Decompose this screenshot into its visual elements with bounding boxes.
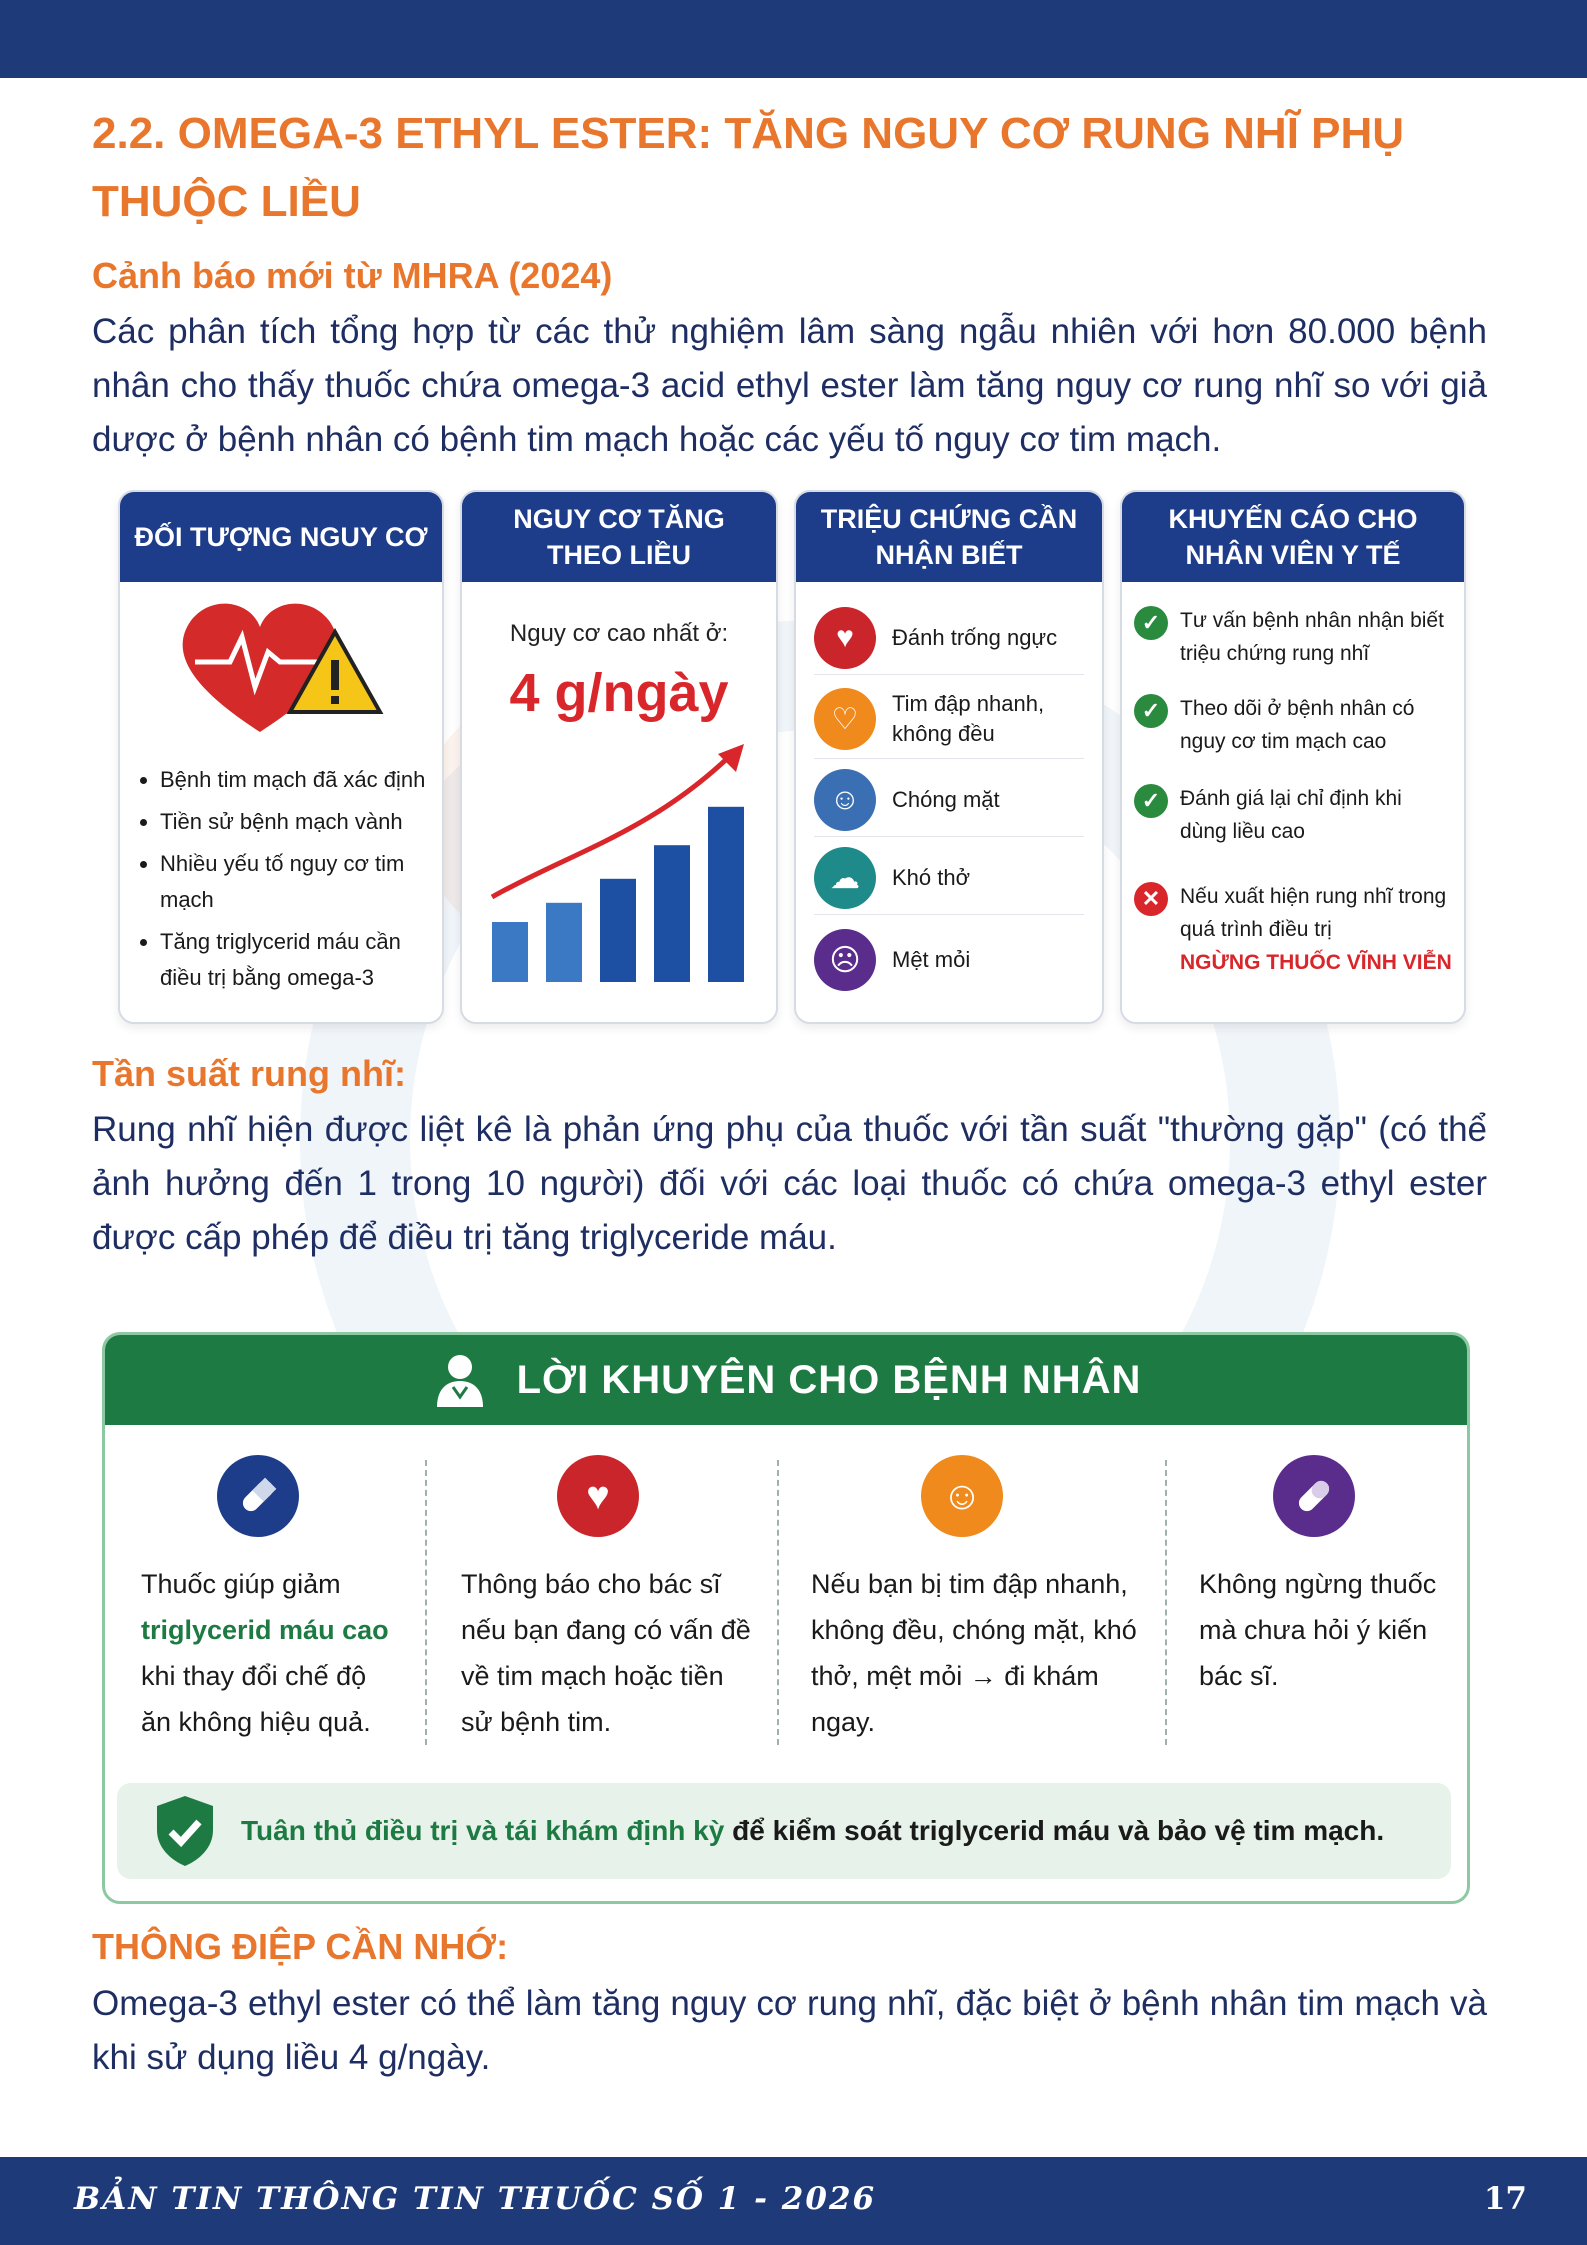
heartbeat-icon: ♥ bbox=[557, 1455, 639, 1537]
cross-icon: ✕ bbox=[1134, 882, 1168, 916]
dose-card bbox=[460, 490, 778, 1024]
symptom-label: Mệt mỏi bbox=[892, 947, 971, 972]
advice-text bbox=[141, 1561, 401, 1745]
advice-text: Không ngừng thuốc mà chưa hỏi ý kiến bác sĩ. bbox=[1199, 1569, 1437, 1691]
risk-card bbox=[118, 490, 444, 1024]
dose-value: 4 g/ngày bbox=[509, 663, 729, 723]
breathing-icon: ☁ bbox=[814, 847, 876, 909]
warning-text: Các phân tích tổng hợp từ các thử nghiệm lâm sàng ngẫu nhiên với hơn 80.000 bệnh nhân cho thấy thuốc chứa omega-3 acid ethyl ester làm tăng nguy cơ rung nhĩ so với giả dược ở bệnh nhân có bệnh tim mạch hoặc các yếu tố nguy cơ tim mạch. bbox=[92, 312, 1487, 459]
check-icon: ✓ bbox=[1134, 606, 1168, 640]
advice-text-part: khi thay đổi chế độ ăn không hiệu quả. bbox=[141, 1661, 371, 1737]
heartbeat-icon: ♥ bbox=[814, 607, 876, 669]
risk-item: • Tiền sử bệnh mạch vành bbox=[160, 804, 442, 840]
frequency-heading: Tần suất rung nhĩ: bbox=[92, 1053, 406, 1094]
symptom-item bbox=[814, 842, 1084, 915]
risk-item: • Bệnh tim mạch đã xác định bbox=[160, 762, 442, 798]
recommend-card bbox=[1120, 490, 1466, 1024]
dose-bar bbox=[600, 879, 636, 982]
dose-card-title: NGUY CƠ TĂNG THEO LIỀU bbox=[462, 492, 776, 582]
advice-header bbox=[105, 1335, 1467, 1425]
dizzy-person-icon: ☺ bbox=[814, 769, 876, 831]
footer-title: BẢN TIN THÔNG TIN THUỐC SỐ 1 - 2026 bbox=[74, 2181, 877, 2217]
page-number: 17 bbox=[1483, 2181, 1527, 2217]
symptom-label: Đánh trống ngực bbox=[892, 625, 1058, 650]
advice-highlight: triglycerid máu cao bbox=[141, 1615, 389, 1645]
message-heading: THÔNG ĐIỆP CẦN NHỚ: bbox=[92, 1926, 509, 1967]
dose-bar bbox=[546, 903, 582, 982]
advice-footer-highlight: Tuân thủ điều trị và tái khám định kỳ bbox=[241, 1815, 725, 1846]
top-banner bbox=[0, 0, 1587, 78]
dose-bar bbox=[654, 845, 690, 982]
column-divider bbox=[1165, 1460, 1167, 1745]
advice-item bbox=[1199, 1455, 1449, 1740]
check-icon: ✓ bbox=[1134, 694, 1168, 728]
symptom-label: Tim đập nhanh, không đều bbox=[892, 691, 1045, 746]
advice-footer-text bbox=[241, 1815, 1384, 1847]
recommend-text bbox=[1180, 880, 1454, 979]
symptom-label: Khó thở bbox=[892, 865, 971, 890]
recommend-card-title: KHUYẾN CÁO CHO NHÂN VIÊN Y TẾ bbox=[1122, 492, 1464, 582]
check-icon: ✓ bbox=[1134, 784, 1168, 818]
advice-text: Nếu bạn bị tim đập nhanh, không đều, chóng mặt, khó thở, mệt mỏi → đi khám ngay. bbox=[811, 1569, 1137, 1737]
symptom-item bbox=[814, 924, 1084, 996]
recommend-text: Tư vấn bệnh nhân nhận biết triệu chứng rung nhĩ bbox=[1180, 609, 1444, 665]
patient-advice-box bbox=[102, 1332, 1470, 1904]
heart-pulse-icon: ♡ bbox=[814, 688, 876, 750]
recommend-stop-label: NGỪNG THUỐC VĨNH VIỄN bbox=[1180, 951, 1452, 974]
recommend-text: Đánh giá lại chỉ định khi dùng liều cao bbox=[1180, 787, 1402, 843]
message-text: Omega-3 ethyl ester có thể làm tăng nguy cơ rung nhĩ, đặc biệt ở bệnh nhân tim mạch và khi sử dụng liều 4 g/ngày. bbox=[92, 1984, 1487, 2077]
advice-title: LỜI KHUYÊN CHO BỆNH NHÂN bbox=[516, 1357, 1142, 1402]
recommend-item bbox=[1134, 880, 1454, 979]
advice-footer-rest: để kiểm soát triglycerid máu và bảo vệ tim mạch. bbox=[724, 1815, 1385, 1846]
symptoms-card-title: TRIỆU CHỨNG CẦN NHẬN BIẾT bbox=[796, 492, 1102, 582]
pill-icon bbox=[217, 1455, 299, 1537]
warning-heading: Cảnh báo mới từ MHRA (2024) bbox=[92, 255, 613, 296]
advice-footer bbox=[117, 1783, 1451, 1879]
risk-item: • Nhiều yếu tố nguy cơ tim mạch bbox=[160, 846, 442, 918]
patient-icon bbox=[431, 1351, 489, 1409]
recommend-item bbox=[1134, 782, 1454, 848]
tired-person-icon: ☹ bbox=[814, 929, 876, 991]
recommend-text: Theo dõi ở bệnh nhân có nguy cơ tim mạch cao bbox=[1180, 697, 1415, 753]
column-divider bbox=[777, 1460, 779, 1745]
recommend-item bbox=[1134, 604, 1454, 670]
advice-text: Thông báo cho bác sĩ nếu bạn đang có vấn đề về tim mạch hoặc tiền sử bệnh tim. bbox=[461, 1569, 751, 1737]
frequency-text: Rung nhĩ hiện được liệt kê là phản ứng phụ của thuốc với tần suất "thường gặp" (có thể ảnh hưởng đến 1 trong 10 người) đối với các loại thuốc có chứa omega-3 ethyl ester được cấp phép để điều trị tăng triglyceride máu. bbox=[92, 1110, 1487, 1257]
recommend-item bbox=[1134, 692, 1454, 758]
advice-item bbox=[141, 1455, 401, 1740]
footer-bar bbox=[0, 2157, 1587, 2245]
risk-item: • Tăng triglycerid máu cần điều trị bằng omega-3 bbox=[160, 924, 442, 996]
chest-pain-person-icon: ☺ bbox=[921, 1455, 1003, 1537]
dose-label: Nguy cơ cao nhất ở: bbox=[509, 620, 729, 647]
recommend-stop-condition: Nếu xuất hiện rung nhĩ trong quá trình điều trị bbox=[1180, 885, 1447, 941]
section-title: 2.2. OMEGA-3 ETHYL ESTER: TĂNG NGUY CƠ RUNG NHĨ PHỤ THUỘC LIỀU bbox=[92, 109, 1405, 226]
risk-list bbox=[138, 762, 442, 1002]
pill-icon bbox=[1273, 1455, 1355, 1537]
advice-item bbox=[811, 1455, 1151, 1740]
shield-check-icon bbox=[153, 1794, 217, 1868]
heart-warning-icon bbox=[170, 592, 390, 742]
symptom-label: Chóng mặt bbox=[892, 787, 1000, 812]
dose-bar bbox=[708, 807, 744, 982]
dose-bar-chart bbox=[482, 742, 762, 992]
symptom-item bbox=[814, 680, 1084, 759]
symptom-item bbox=[814, 764, 1084, 837]
risk-card-title: ĐỐI TƯỢNG NGUY CƠ bbox=[120, 492, 442, 582]
advice-text-part: Thuốc giúp giảm bbox=[141, 1569, 341, 1599]
advice-item bbox=[461, 1455, 761, 1740]
column-divider bbox=[425, 1460, 427, 1745]
dose-bar bbox=[492, 922, 528, 982]
symptom-item bbox=[814, 602, 1084, 675]
symptoms-card bbox=[794, 490, 1104, 1024]
